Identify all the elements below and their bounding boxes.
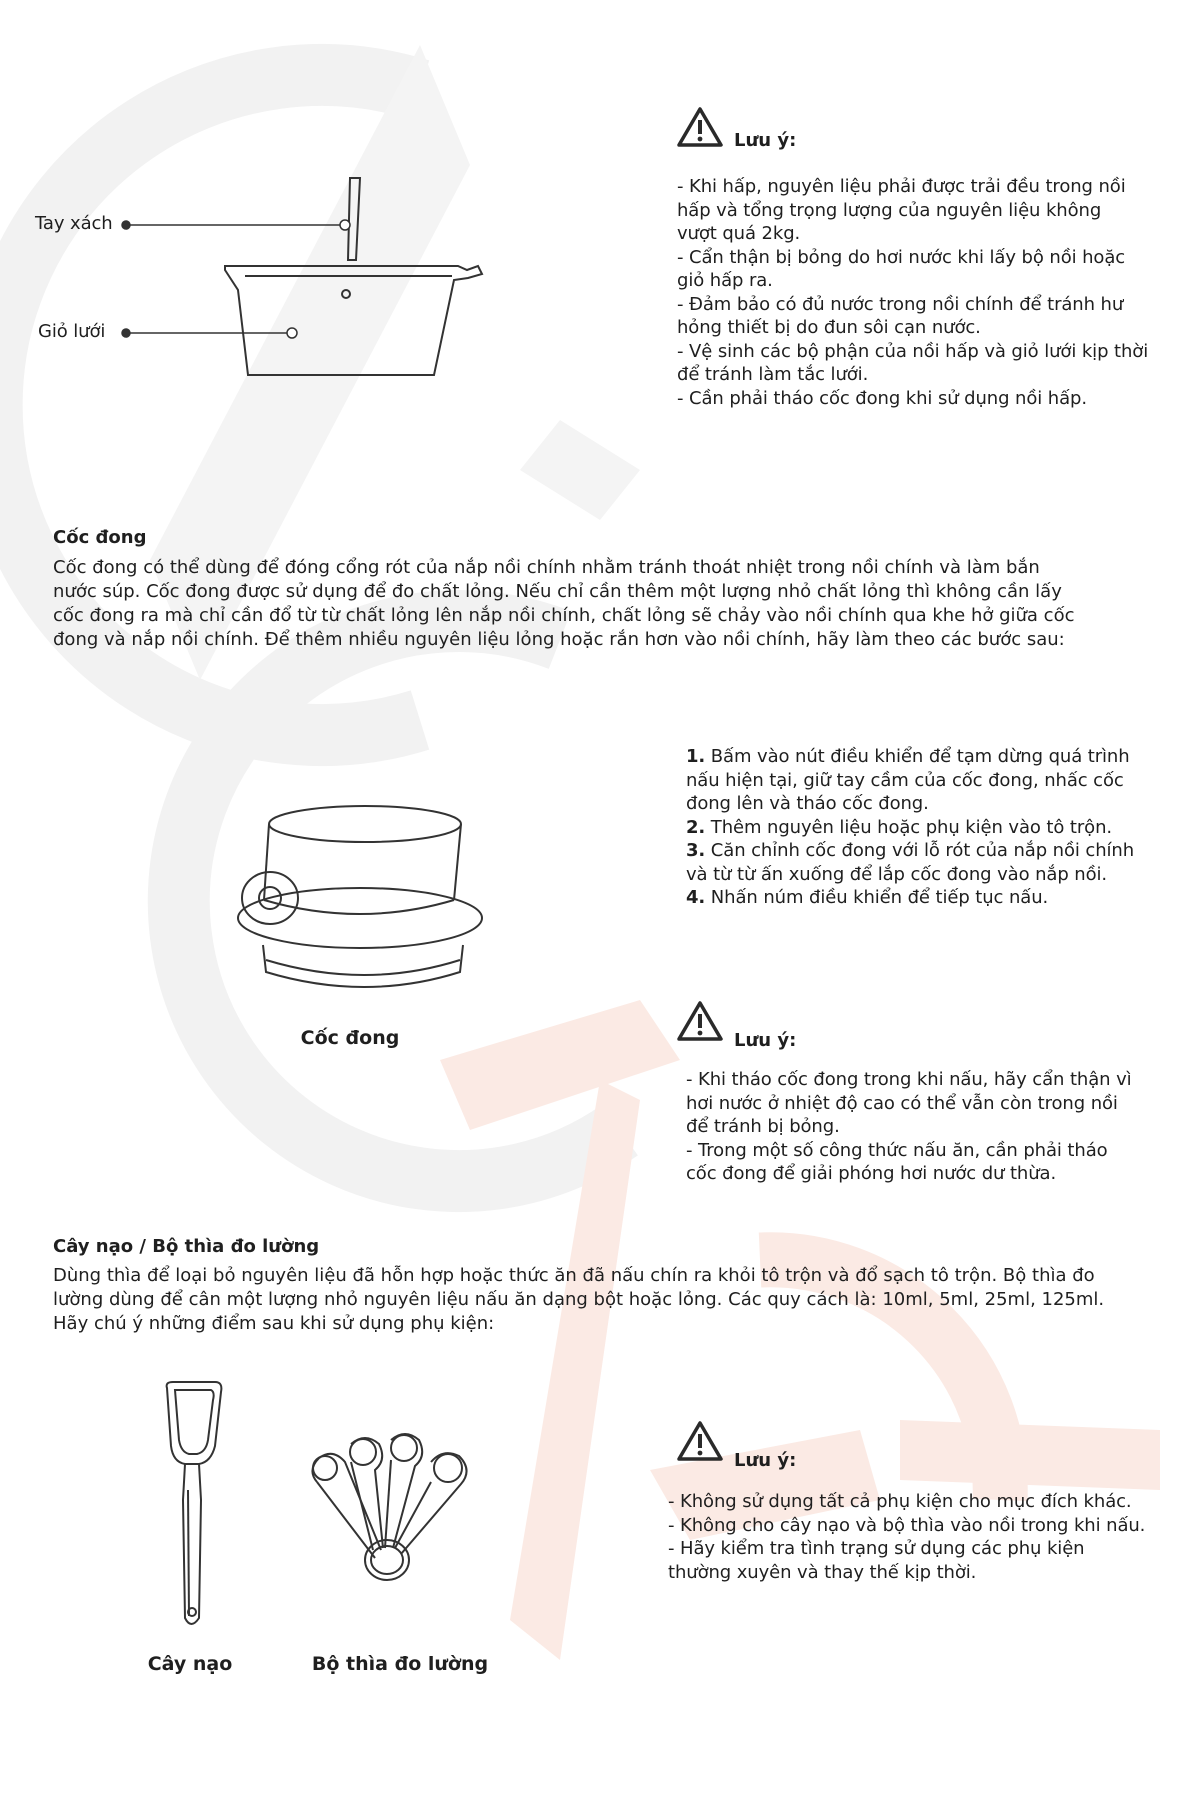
measuring-cup-steps: 1. Bấm vào nút điều khiển để tạm dừng quá trình nấu hiện tại, giữ tay cầm của cốc đong, nhấc cốc đong lên và tháo cốc đong. 2. Thêm nguyên liệu hoặc phụ kiện vào tô trộn. 3. Căn chỉnh cốc đong với lỗ rót của nắp nồi chính và từ từ ấn xuống để lắp cốc đong vào nắp nồi. 4. Nhấn núm điều khiển để tiếp tục nấu. (686, 746, 1135, 908)
caption-measuring-cup: Cốc đong (300, 1027, 400, 1049)
label-basket: Giỏ lưới (38, 321, 106, 342)
measuring-cup-illustration (230, 800, 480, 1000)
warning-title: Lưu ý: (734, 1030, 797, 1051)
warning-title: Lưu ý: (734, 1450, 797, 1471)
section-title-spatula-spoons: Cây nạo / Bộ thìa đo lường (53, 1236, 320, 1257)
warning-icon (676, 1420, 724, 1462)
warning-icon (676, 1000, 724, 1042)
warning-text: - Khi hấp, nguyên liệu phải được trải đều trong nồi hấp và tổng trọng lượng của nguyên liệu không vượt quá 2kg. - Cẩn thận bị bỏng do hơi nước khi lấy bộ nồi hoặc giỏ hấp ra. - Đảm bảo có đủ nước trong nồi chính để tránh hư hỏng thiết bị do đun sôi cạn nước. - Vệ sinh các bộ phận của nồi hấp và giỏ lưới kịp thời để tránh làm tắc lưới. - Cần phải tháo cốc đong khi sử dụng nồi hấp. (677, 176, 1149, 409)
spatula-illustration (155, 1380, 235, 1640)
steamer-basket-illustration (20, 170, 490, 400)
warning-text: - Khi tháo cốc đong trong khi nấu, hãy cẩn thận vì hơi nước ở nhiệt độ cao có thể vẫn còn trong nồi để tránh bị bỏng. - Trong một số công thức nấu ăn, cần phải tháo cốc đong để giải phóng hơi nước dư thừa. (686, 1069, 1132, 1184)
warning-title: Lưu ý: (734, 130, 797, 151)
spatula-spoons-description: Dùng thìa để loại bỏ nguyên liệu đã hỗn hợp hoặc thức ăn đã nấu chín ra khỏi tô trộn và đổ sạch tô trộn. Bộ thìa đo lường dùng để cân một lượng nhỏ nguyên liệu nấu ăn dạng bột hoặc lỏng. Các quy cách là: 10ml, 5ml, 25ml, 125ml. Hãy chú ý những điểm sau khi sử dụng phụ kiện: (53, 1265, 1105, 1334)
label-handle: Tay xách (35, 213, 113, 234)
warning-text: - Không sử dụng tất cả phụ kiện cho mục đích khác. - Không cho cây nạo và bộ thìa vào nồi trong khi nấu. - Hãy kiểm tra tình trạng sử dụng các phụ kiện thường xuyên và thay thế kịp thời. (668, 1491, 1146, 1583)
measuring-cup-description: Cốc đong có thể dùng để đóng cổng rót của nắp nồi chính nhằm tránh thoát nhiệt trong nồi chính và làm bắn nước súp. Cốc đong được sử dụng để đo chất lỏng. Nếu chỉ cần thêm một lượng nhỏ chất lỏng thì không cần lấy cốc đong ra mà chỉ cần đổ từ từ chất lỏng lên nắp nồi chính, chất lỏng sẽ chảy vào nồi chính qua khe hở giữa cốc đong và nắp nồi chính. Để thêm nhiều nguyên liệu lỏng hoặc rắn hơn vào nồi chính, hãy làm theo các bước sau: (53, 557, 1075, 650)
warning-icon (676, 106, 724, 148)
caption-measuring-spoons: Bộ thìa đo lường (311, 1653, 489, 1675)
measuring-spoons-illustration (305, 1430, 485, 1590)
caption-spatula: Cây nạo (147, 1653, 233, 1675)
section-title-measuring-cup: Cốc đong (53, 527, 147, 548)
